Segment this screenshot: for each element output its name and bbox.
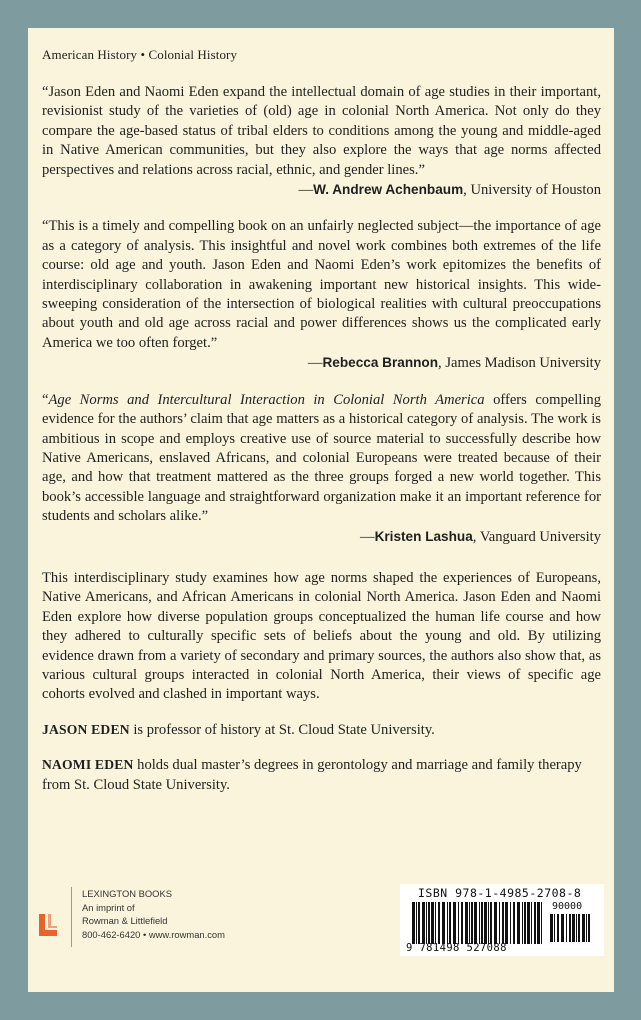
ean-bars bbox=[412, 902, 544, 944]
barcode-bar bbox=[461, 902, 463, 944]
publisher-info bbox=[82, 887, 225, 941]
publisher-divider bbox=[71, 887, 72, 947]
review-text bbox=[42, 83, 601, 199]
reviewer-name: Kristen Lashua bbox=[374, 528, 473, 544]
review-text bbox=[42, 391, 601, 527]
review-attribution bbox=[42, 353, 601, 373]
attribution-dash: — bbox=[359, 528, 375, 545]
barcode-bar bbox=[426, 902, 427, 944]
open-quote: “ bbox=[42, 391, 49, 408]
review-text: “This is a timely and compelling book on an unfairly neglected subject—the importance of age as a category of analysis. This insightful and novel work combines both extremes of the life course: old age and youth. Jason Eden and Naomi Eden’s work epitomizes the benefits of interdisciplinary collaboration in awakening important new historical insights. This wide-sweeping consideration of the intersection of biological realities with cultural preoccupations about youth and old age across racial and power differences shows us the complicated early America we too often forget.” bbox=[42, 218, 601, 351]
barcode-bar bbox=[428, 902, 430, 944]
publisher-logo-icon bbox=[37, 912, 59, 938]
barcode-bar bbox=[499, 902, 500, 944]
review-attribution bbox=[299, 180, 601, 200]
reviewer-name: W. Andrew Achenbaum bbox=[313, 182, 464, 198]
barcode-bar bbox=[453, 902, 456, 944]
barcode-bar bbox=[449, 902, 451, 944]
attribution-dash: — bbox=[307, 355, 323, 372]
author-bio-text: holds dual master’s degrees in gerontology and marriage and family therapy from St. Cloud State University. bbox=[42, 757, 582, 793]
review-attribution bbox=[42, 527, 601, 547]
barcode-bar bbox=[494, 902, 497, 944]
barcode-bar bbox=[438, 902, 440, 944]
barcode-bar bbox=[474, 902, 477, 944]
isbn-label: ISBN 978-1-4985-2708-8 bbox=[418, 886, 582, 900]
barcode-bar bbox=[588, 914, 590, 942]
book-title: Age Norms and Intercultural Interaction in Colonial North America bbox=[48, 391, 485, 408]
reviewer-affiliation: , Vanguard University bbox=[472, 528, 601, 545]
ean-number: 9 781498 527088 bbox=[406, 942, 507, 954]
barcode-bar bbox=[569, 914, 571, 942]
imprint-parent: Rowman & Littlefield bbox=[82, 915, 168, 926]
author-name: JASON EDEN bbox=[42, 721, 130, 737]
barcode-bar bbox=[458, 902, 459, 944]
barcode-bar bbox=[490, 902, 492, 944]
barcode-bar bbox=[537, 902, 540, 944]
barcode-bar bbox=[431, 902, 434, 944]
barcode bbox=[400, 884, 604, 956]
barcode-bar bbox=[412, 902, 415, 944]
barcode-bar bbox=[534, 902, 536, 944]
reviewer-affiliation: , University of Houston bbox=[463, 182, 601, 199]
review-lashua bbox=[42, 391, 601, 547]
barcode-bar bbox=[582, 914, 585, 942]
barcode-bar bbox=[541, 902, 542, 944]
barcode-bar bbox=[465, 902, 468, 944]
barcode-bar bbox=[481, 902, 483, 944]
barcode-bar bbox=[527, 902, 530, 944]
barcode-bar bbox=[513, 902, 515, 944]
barcode-bar bbox=[566, 914, 567, 942]
barcode-bar bbox=[416, 902, 417, 944]
review-quote: offers compelling evidence for the authors’ claim that age matters as a historical category of analysis. The work is ambitious in scope and employs creative use of source material to successfully describe how Native Americans, enslaved Africans, and colonial Europeans were treated because of their age, and how that treatment mattered as the three groups forged a new world together. This book’s accessible language and straightforward organization make it an important reference for students and scholars alike.” bbox=[42, 391, 601, 525]
barcode-bar bbox=[517, 902, 520, 944]
author-bio-jason bbox=[42, 720, 601, 740]
category-line: American History • Colonial History bbox=[42, 47, 238, 62]
barcode-bar bbox=[422, 902, 425, 944]
book-description: This interdisciplinary study examines how age norms shaped the experiences of Europeans, Native Americans, and African Americans in colonial North America. Jason Eden and Naomi Eden explore how diverse population groups conceptualized the human life course and how they adhered to culturally specific sets of beliefs about the young and old. By utilizing evidence drawn from a variety of secondary and primary sources, the authors also show that, as various cultural groups interacted in colonial North America, their views of specific age cohorts evolved and clashed in important ways. bbox=[42, 569, 601, 703]
back-cover bbox=[28, 28, 614, 992]
barcode-bar bbox=[576, 914, 577, 942]
barcode-bar bbox=[524, 902, 526, 944]
barcode-bar bbox=[557, 914, 559, 942]
barcode-bar bbox=[435, 902, 436, 944]
barcode-bar bbox=[447, 902, 448, 944]
barcode-bar bbox=[442, 902, 445, 944]
author-bio-text: is professor of history at St. Cloud State University. bbox=[129, 721, 435, 738]
imprint-line: An imprint of bbox=[82, 901, 135, 913]
review-quote: “Jason Eden and Naomi Eden expand the intellectual domain of age studies in their important, revisionist study of the varieties of (old) age in colonial North America. Not only do they compare the age-based status of tribal elders to conditions among the young and middle-aged in Native American communities, but they also explore the ways that age norms affected perspectives and relations across racial, ethnic, and gender lines.” bbox=[42, 84, 601, 178]
publisher-name: LEXINGTON BOOKS bbox=[82, 888, 172, 899]
barcode-bar bbox=[479, 902, 480, 944]
barcode-bar bbox=[554, 914, 555, 942]
attribution-dash: — bbox=[298, 182, 314, 199]
barcode-bar bbox=[586, 914, 587, 942]
barcode-bar bbox=[578, 914, 580, 942]
review-brannon bbox=[42, 217, 601, 373]
barcode-bar bbox=[550, 914, 553, 942]
barcode-bar bbox=[469, 902, 470, 944]
barcode-bar bbox=[484, 902, 487, 944]
author-name: NAOMI EDEN bbox=[42, 757, 134, 773]
barcode-bar bbox=[505, 902, 508, 944]
barcode-bar bbox=[418, 902, 420, 944]
reviewer-affiliation: , James Madison University bbox=[438, 355, 601, 372]
barcode-bar bbox=[561, 914, 564, 942]
publisher-contact: 800-462-6420 • www.rowman.com bbox=[82, 928, 225, 940]
cover-footer bbox=[28, 882, 614, 992]
barcode-bar bbox=[488, 902, 489, 944]
barcode-bar bbox=[471, 902, 473, 944]
price-code: 90000 bbox=[552, 901, 583, 912]
addon-bars bbox=[550, 914, 592, 942]
reviewer-name: Rebecca Brannon bbox=[322, 355, 439, 371]
barcode-bar bbox=[510, 902, 511, 944]
author-bio-naomi bbox=[42, 755, 601, 795]
review-achenbaum bbox=[42, 83, 601, 200]
barcode-bar bbox=[522, 902, 523, 944]
barcode-bar bbox=[531, 902, 532, 944]
barcode-bar bbox=[502, 902, 504, 944]
barcode-bar bbox=[572, 914, 575, 942]
